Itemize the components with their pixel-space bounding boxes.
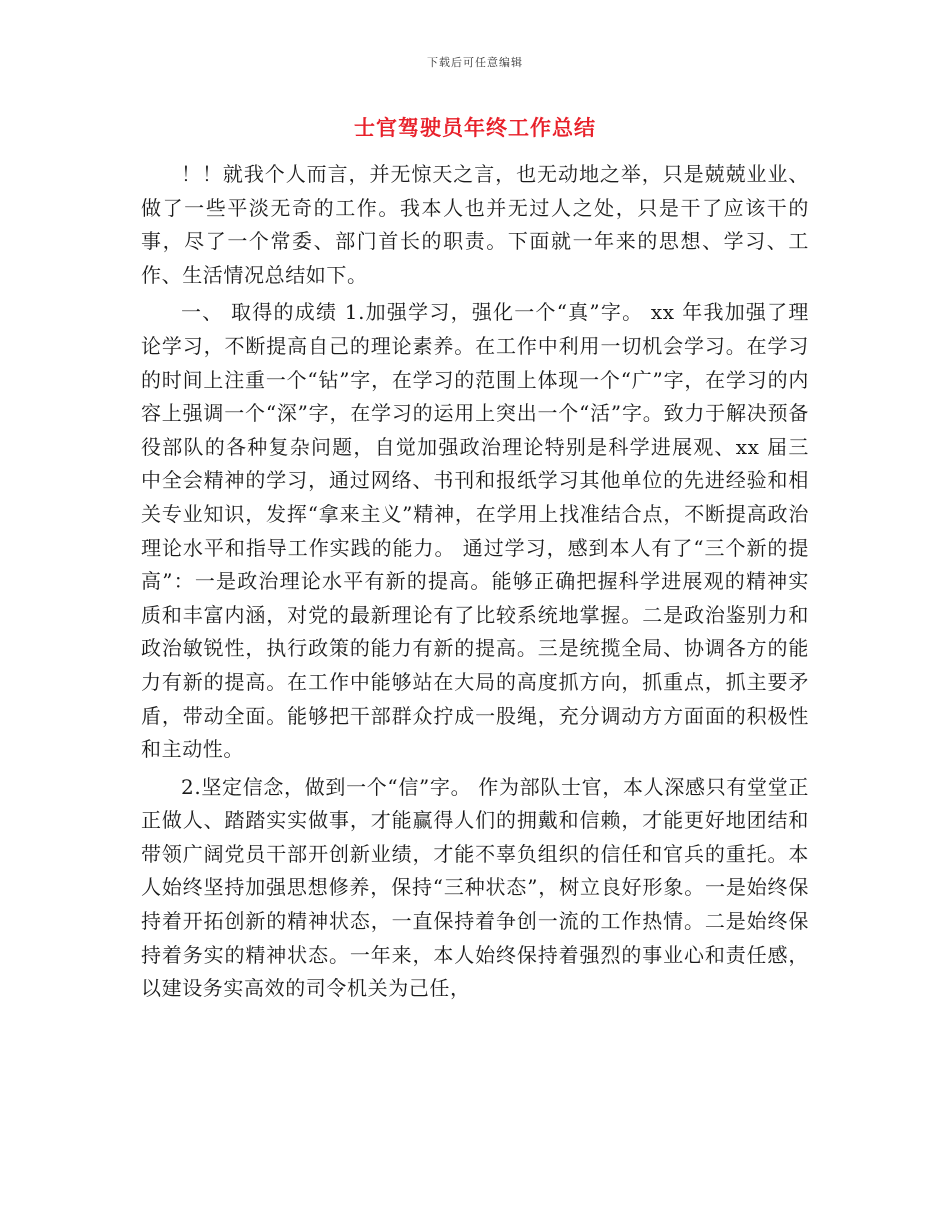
paragraph: 2.坚定信念，做到一个“信”字。 作为部队士官，本人深感只有堂堂正正做人、踏踏实实做事，才能赢得人们的拥戴和信赖，才能更好地团结和带领广阔党员干部开创新业绩，才能不辜负组织的信任和官兵的重托。本人始终坚持加强思想修养，保持“三种状态”，树立良好形象。一是始终保持着开拓创新的精神状态，一直保持着争创一流的工作热情。二是始终保持着务实的精神状态。一年来，本人始终保持着强烈的事业心和责任感，以建设务实高效的司令机关为己任， xyxy=(141,774,809,1001)
header-note: 下载后可任意编辑 xyxy=(427,56,523,69)
paragraph: ！！就我个人而言，并无惊天之言，也无动地之举，只是兢兢业业、做了一些平淡无奇的工作。我本人也并无过人之处，只是干了应该干的事，尽了一个常委、部门首长的职责。下面就一年来的思想、学习、工作、生活情况总结如下。 xyxy=(141,162,809,287)
document-title: 士官驾驶员年终工作总结 xyxy=(354,116,596,140)
document-body xyxy=(141,158,809,1006)
paragraph: 一、 取得的成绩 1.加强学习，强化一个“真”字。 xx 年我加强了理论学习，不断提高自己的理论素养。在工作中利用一切机会学习。在学习的时间上注重一个“钻”字，在学习的范围上体现一个“广”字，在学习的内容上强调一个“深”字，在学习的运用上突出一个“活”字。致力于解决预备役部队的各种复杂问题，自觉加强政治理论特别是科学进展观、xx 届三中全会精神的学习，通过网络、书刊和报纸学习其他单位的先进经验和相关专业知识，发挥“拿来主义”精神，在学用上找准结合点，不断提高政治理论水平和指导工作实践的能力。 通过学习，感到本人有了“三个新的提高”：一是政治理论水平有新的提高。能够正确把握科学进展观的精神实质和丰富内涵，对党的最新理论有了比较系统地掌握。二是政治鉴别力和政治敏锐性，执行政策的能力有新的提高。三是统揽全局、协调各方的能力有新的提高。在工作中能够站在大局的高度抓方向，抓重点，抓主要矛盾，带动全面。能够把干部群众拧成一股绳，充分调动方方面面的积极性和主动性。 xyxy=(141,300,809,762)
